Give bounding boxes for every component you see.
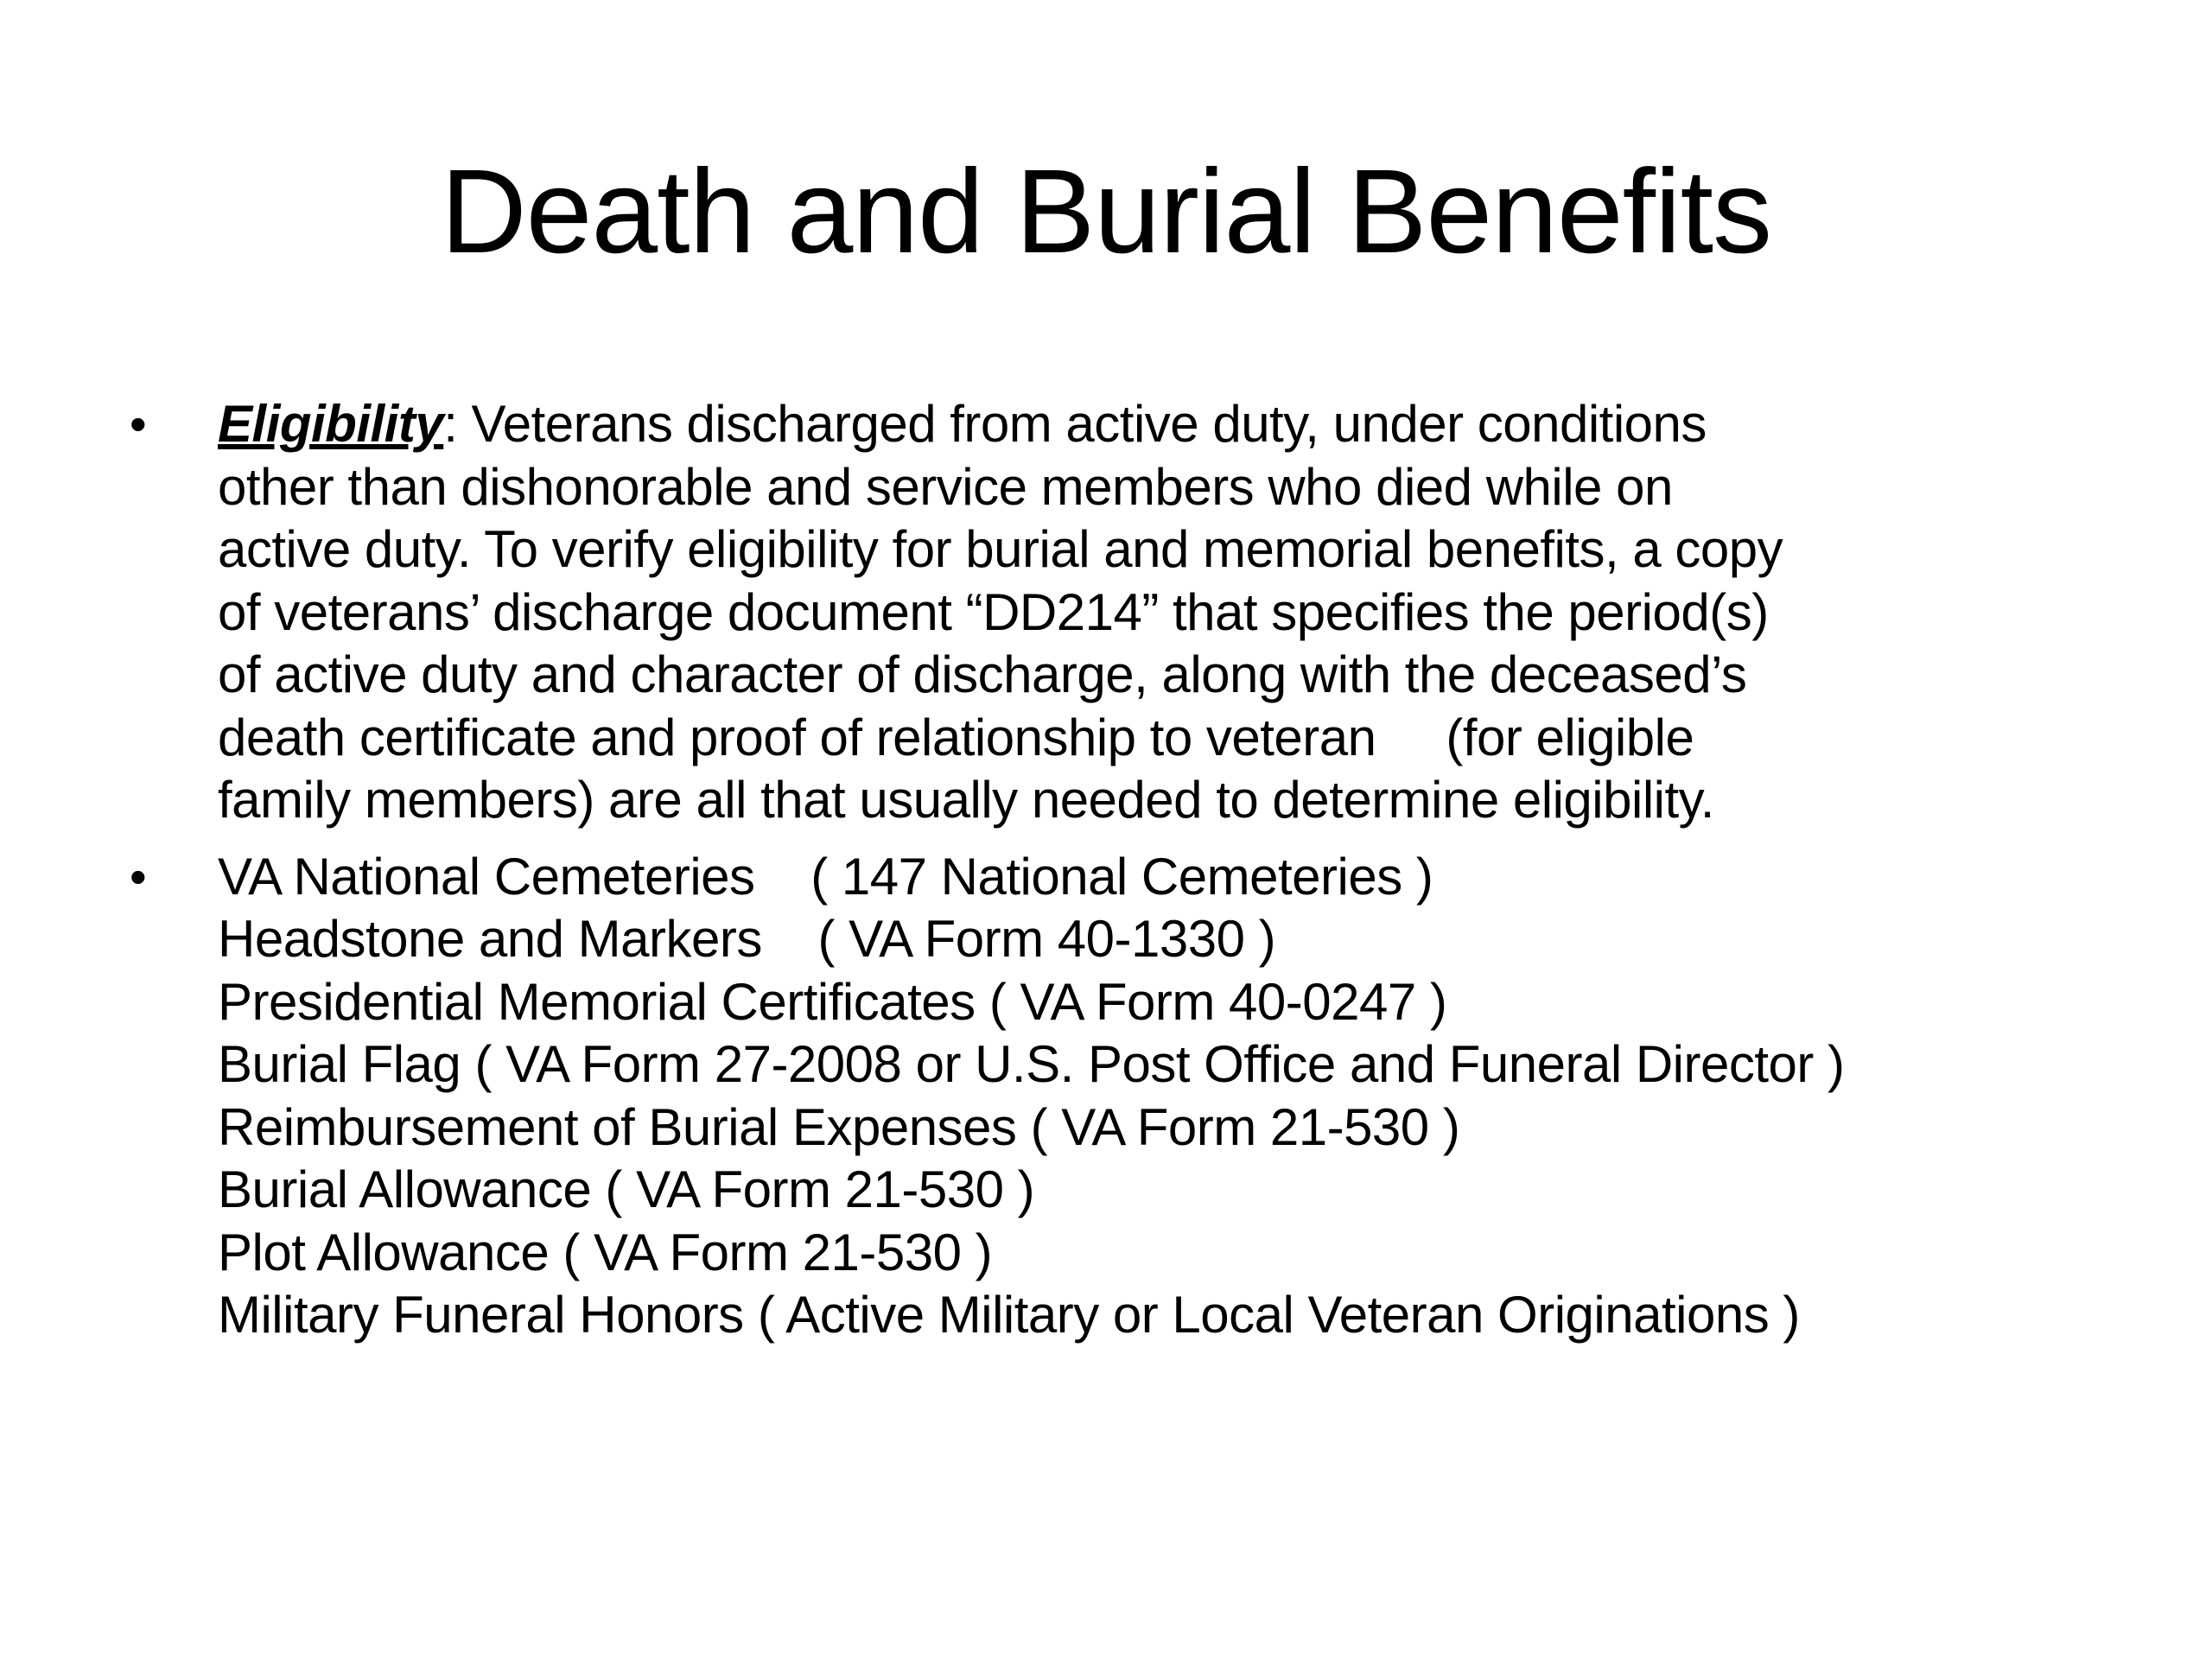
benefit-plot-allowance: Plot Allowance ( VA Form 21-530 ) xyxy=(218,1223,993,1281)
eligibility-term: Eligibility xyxy=(218,395,444,453)
eligibility-line-5: of active duty and character of discharge, along with the deceased’s xyxy=(218,645,1747,703)
bullet-marker: • xyxy=(130,397,147,451)
eligibility-line-6: death certificate and proof of relationship to veteran (for eligible xyxy=(218,708,1694,766)
benefit-national-cemeteries: VA National Cemeteries ( 147 National Cemeteries ) xyxy=(218,847,1433,906)
eligibility-line-4: of veterans’ discharge document “DD214” that specifies the period(s) xyxy=(218,582,1769,641)
bullet-marker: • xyxy=(130,849,147,904)
slide-body xyxy=(130,393,2117,1347)
eligibility-line-1-text: : Veterans discharged from active duty, under conditions xyxy=(443,395,1707,453)
benefit-burial-allowance: Burial Allowance ( VA Form 21-530 ) xyxy=(218,1160,1035,1218)
bullet-eligibility xyxy=(130,393,2117,832)
eligibility-line-7: family members) are all that usually needed to determine eligibility. xyxy=(218,771,1714,829)
eligibility-line-2: other than dishonorable and service members who died while on xyxy=(218,457,1673,516)
benefits-list xyxy=(218,846,2117,1347)
benefit-headstone-markers: Headstone and Markers ( VA Form 40-1330 ) xyxy=(218,910,1276,968)
eligibility-line-1 xyxy=(218,393,2117,456)
benefit-burial-flag: Burial Flag ( VA Form 27-2008 or U.S. Post Office and Funeral Director ) xyxy=(218,1035,1845,1093)
bullet-benefits-list xyxy=(130,846,2117,1347)
eligibility-text xyxy=(218,393,2117,832)
slide-title: Death and Burial Benefits xyxy=(441,145,1771,278)
benefit-funeral-honors: Military Funeral Honors ( Active Military or Local Veteran Originations ) xyxy=(218,1286,1800,1344)
benefit-reimbursement: Reimbursement of Burial Expenses ( VA Form 21-530 ) xyxy=(218,1097,1460,1156)
eligibility-line-3: active duty. To verify eligibility for burial and memorial benefits, a copy xyxy=(218,520,1783,578)
benefit-presidential-certificates: Presidential Memorial Certificates ( VA Form 40-0247 ) xyxy=(218,972,1447,1031)
